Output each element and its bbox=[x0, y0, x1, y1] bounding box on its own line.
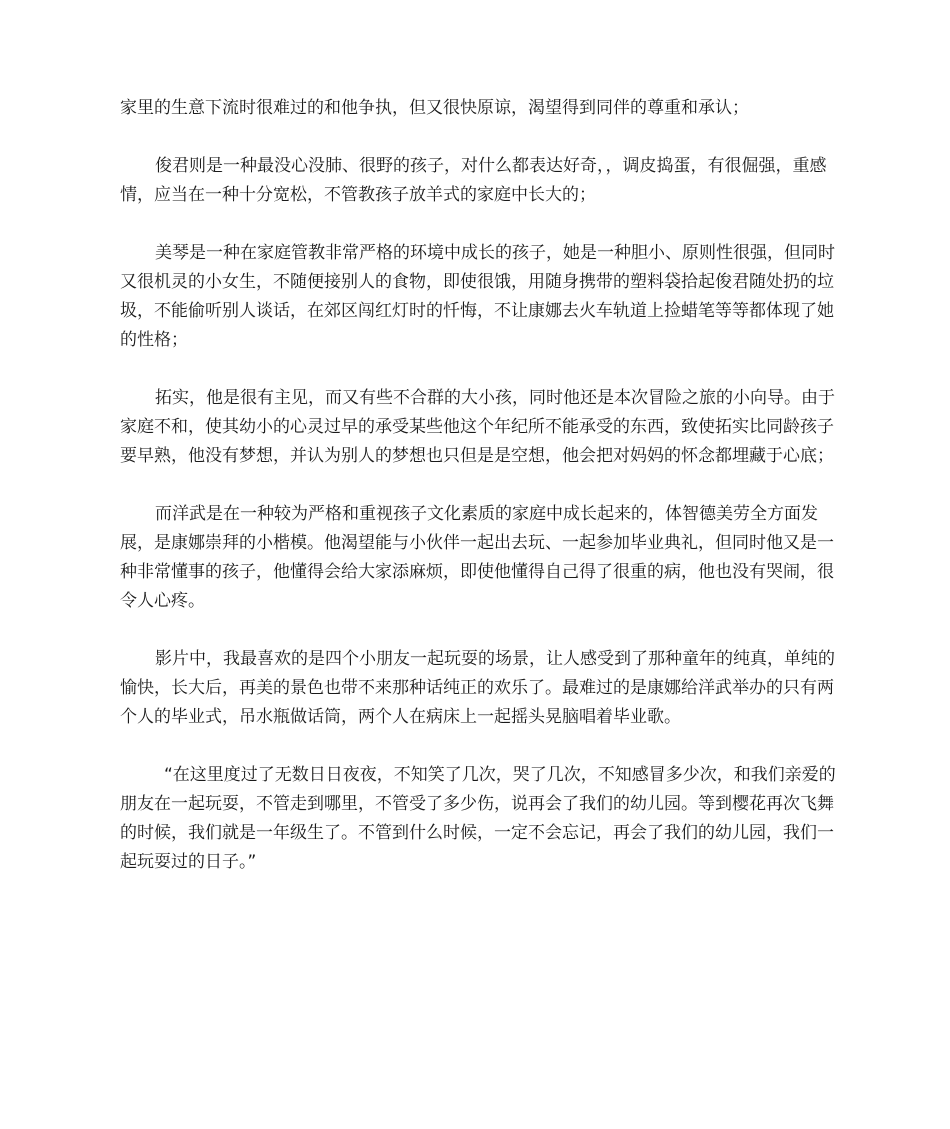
paragraph-continuation: 家里的生意下流时很难过的和他争执，但又很快原谅，渴望得到同伴的尊重和承认； bbox=[120, 98, 749, 118]
paragraph-yangwu: 而洋武是在一种较为严格和重视孩子文化素质的家庭中成长起来的，体智德美劳全方面发展，是康娜崇拜的小楷模。他渴望能与小伙伴一起出去玩、一起参加毕业典礼，但同时他又是一种非常懂事的孩子，他懂得会给大家添麻烦，即使他懂得自己得了很重的病，他也没有哭闹，很令人心疼。 bbox=[120, 504, 834, 611]
paragraph-graduation-song-quote: “在这里度过了无数日日夜夜，不知笑了几次，哭了几次，不知感冒多少次，和我们亲爱的朋友在一起玩耍，不管走到哪里，不管受了多少伤，说再会了我们的幼儿园。等到樱花再次飞舞的时候，我们就是一年级生了。不管到什么时候，一定不会忘记，再会了我们的幼儿园，我们一起玩耍过的日子。” bbox=[120, 765, 836, 872]
paragraph-favorite-scene: 影片中，我最喜欢的是四个小朋友一起玩耍的场景，让人感受到了那种童年的纯真，单纯的愉快，长大后，再美的景色也带不来那种话纯正的欢乐了。最难过的是康娜给洋武举办的只有两个人的毕业式，吊水瓶做话筒，两个人在病床上一起摇头晃脑唱着毕业歌。 bbox=[120, 649, 835, 727]
paragraph-tuoshi: 拓实，他是很有主见，而又有些不合群的大小孩，同时他还是本次冒险之旅的小向导。由于家庭不和，使其幼小的心灵过早的承受某些他这个年纪所不能承受的东西，致使拓实比同龄孩子要早熟，他没有梦想，并认为别人的梦想也只但是是空想，他会把对妈妈的怀念都埋藏于心底； bbox=[120, 388, 835, 466]
paragraph-junjun: 俊君则是一种最没心没肺、很野的孩子，对什么都表达好奇，，调皮捣蛋，有很倔强，重感情，应当在一种十分宽松，不管教孩子放羊式的家庭中长大的； bbox=[120, 156, 827, 205]
paragraph-meiqin: 美琴是一种在家庭管教非常严格的环境中成长的孩子，她是一种胆小、原则性很强，但同时又很机灵的小女生，不随便接别人的食物，即使很饿，用随身携带的塑料袋拾起俊君随处扔的垃圾，不能偷听别人谈话，在郊区闯红灯时的忏悔，不让康娜去火车轨道上捡蜡笔等等都体现了她的性格； bbox=[120, 243, 835, 350]
document-body bbox=[120, 94, 838, 906]
